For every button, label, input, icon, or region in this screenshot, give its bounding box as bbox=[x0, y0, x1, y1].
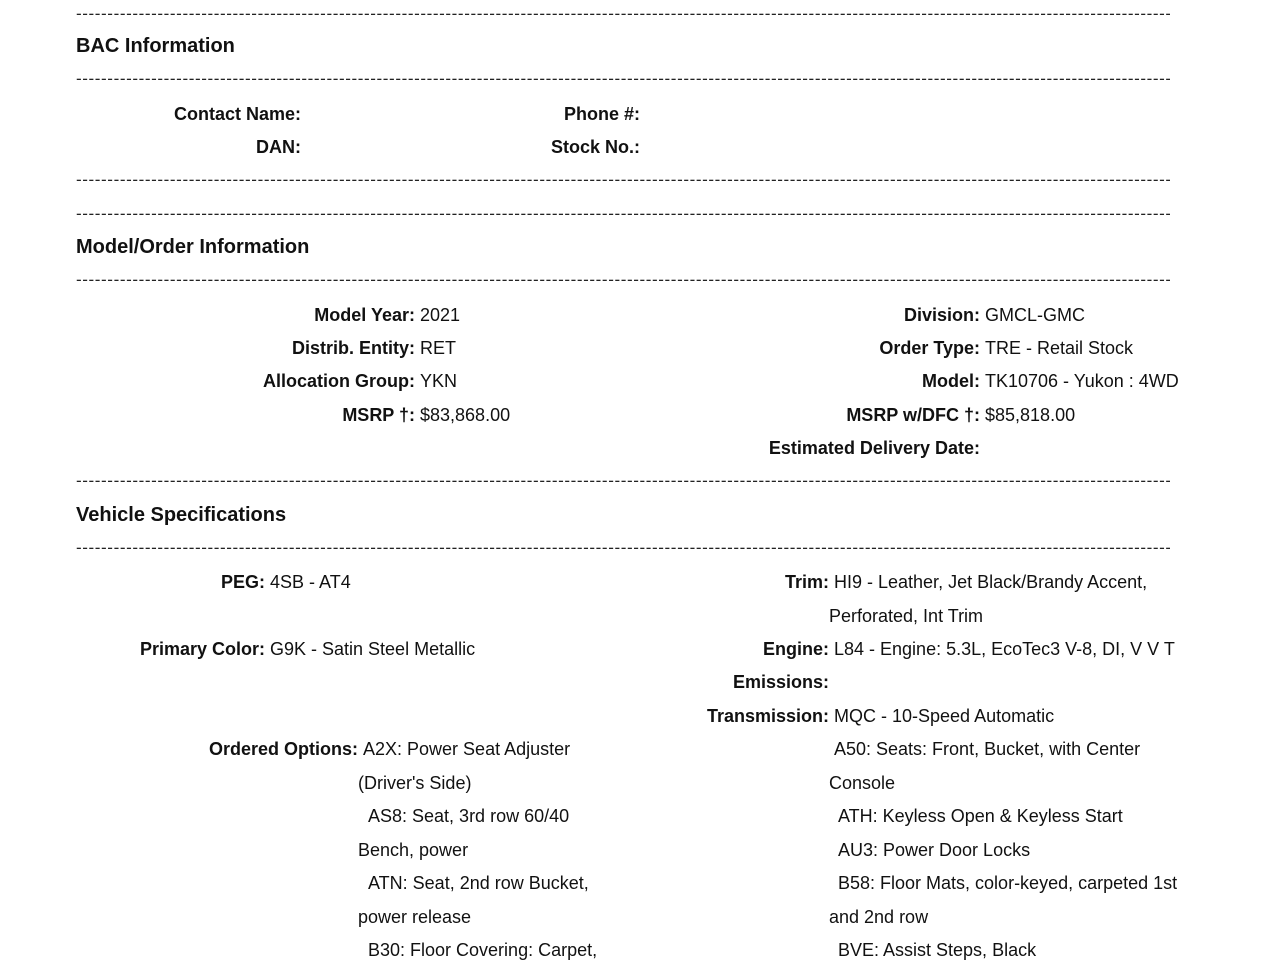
msrp-value: $83,868.00 bbox=[420, 405, 511, 425]
dan-label: DAN: bbox=[256, 137, 301, 157]
trim-value-line1: HI9 - Leather, Jet Black/Brandy Accent, bbox=[834, 572, 1148, 592]
option-line: ATH: Keyless Open & Keyless Start bbox=[838, 806, 1123, 826]
peg-label: PEG: bbox=[220, 572, 265, 592]
divider-rule bbox=[76, 477, 1170, 485]
divider-rule bbox=[76, 276, 1170, 284]
primary-color-label: Primary Color: bbox=[139, 639, 265, 659]
trim-value-line2: Perforated, Int Trim bbox=[829, 606, 984, 626]
order-type-value: TRE - Retail Stock bbox=[985, 338, 1134, 358]
option-line: power release bbox=[358, 907, 472, 927]
divider-rule bbox=[76, 75, 1170, 83]
option-line: AU3: Power Door Locks bbox=[838, 840, 1031, 860]
division-label: Division: bbox=[903, 305, 980, 325]
model-year-value: 2021 bbox=[420, 305, 461, 325]
option-line: AS8: Seat, 3rd row 60/40 bbox=[368, 806, 570, 826]
engine-label: Engine: bbox=[763, 639, 829, 659]
allocation-group-label: Allocation Group: bbox=[263, 371, 415, 391]
section-title-model-order: Model/Order Information bbox=[76, 236, 310, 258]
section-title-vehicle-specs: Vehicle Specifications bbox=[76, 504, 287, 526]
engine-value: L84 - Engine: 5.3L, EcoTec3 V-8, DI, V V T bbox=[834, 639, 1175, 659]
model-label: Model: bbox=[922, 371, 980, 391]
divider-rule bbox=[76, 10, 1170, 18]
divider-rule bbox=[76, 176, 1170, 184]
option-line: Bench, power bbox=[358, 840, 469, 860]
transmission-value: MQC - 10-Speed Automatic bbox=[834, 706, 1055, 726]
section-title-bac: BAC Information bbox=[76, 35, 235, 57]
distrib-entity-label: Distrib. Entity: bbox=[291, 338, 415, 358]
emissions-label: Emissions: bbox=[732, 672, 829, 692]
option-line: A2X: Power Seat Adjuster bbox=[363, 739, 571, 759]
option-line: ATN: Seat, 2nd row Bucket, bbox=[368, 873, 589, 893]
phone-label: Phone #: bbox=[563, 104, 640, 124]
option-line: BVE: Assist Steps, Black bbox=[838, 940, 1037, 960]
allocation-group-value: YKN bbox=[420, 371, 458, 391]
msrp-dfc-label: MSRP w/DFC †: bbox=[846, 405, 980, 425]
division-value: GMCL-GMC bbox=[985, 305, 1085, 325]
msrp-dfc-value: $85,818.00 bbox=[985, 405, 1076, 425]
model-value: TK10706 - Yukon : 4WD bbox=[985, 371, 1179, 391]
primary-color-value: G9K - Satin Steel Metallic bbox=[270, 639, 476, 659]
option-line: A50: Seats: Front, Bucket, with Center bbox=[834, 739, 1141, 759]
transmission-label: Transmission: bbox=[706, 706, 829, 726]
order-type-label: Order Type: bbox=[879, 338, 980, 358]
option-line: (Driver's Side) bbox=[358, 773, 472, 793]
estimated-delivery-label: Estimated Delivery Date: bbox=[768, 438, 980, 458]
model-year-label: Model Year: bbox=[314, 305, 415, 325]
ordered-options-label: Ordered Options: bbox=[208, 739, 358, 759]
divider-rule bbox=[76, 544, 1170, 552]
distrib-entity-value: RET bbox=[420, 338, 456, 358]
option-line: Console bbox=[829, 773, 896, 793]
stock-no-label: Stock No.: bbox=[550, 137, 640, 157]
option-line: and 2nd row bbox=[829, 907, 929, 927]
option-line: B30: Floor Covering: Carpet, bbox=[368, 940, 598, 960]
trim-label: Trim: bbox=[784, 572, 829, 592]
divider-rule bbox=[76, 210, 1170, 218]
option-line: B58: Floor Mats, color-keyed, carpeted 1st bbox=[838, 873, 1178, 893]
peg-value: 4SB - AT4 bbox=[270, 572, 351, 592]
msrp-label: MSRP †: bbox=[342, 405, 415, 425]
contact-name-label: Contact Name: bbox=[173, 104, 301, 124]
